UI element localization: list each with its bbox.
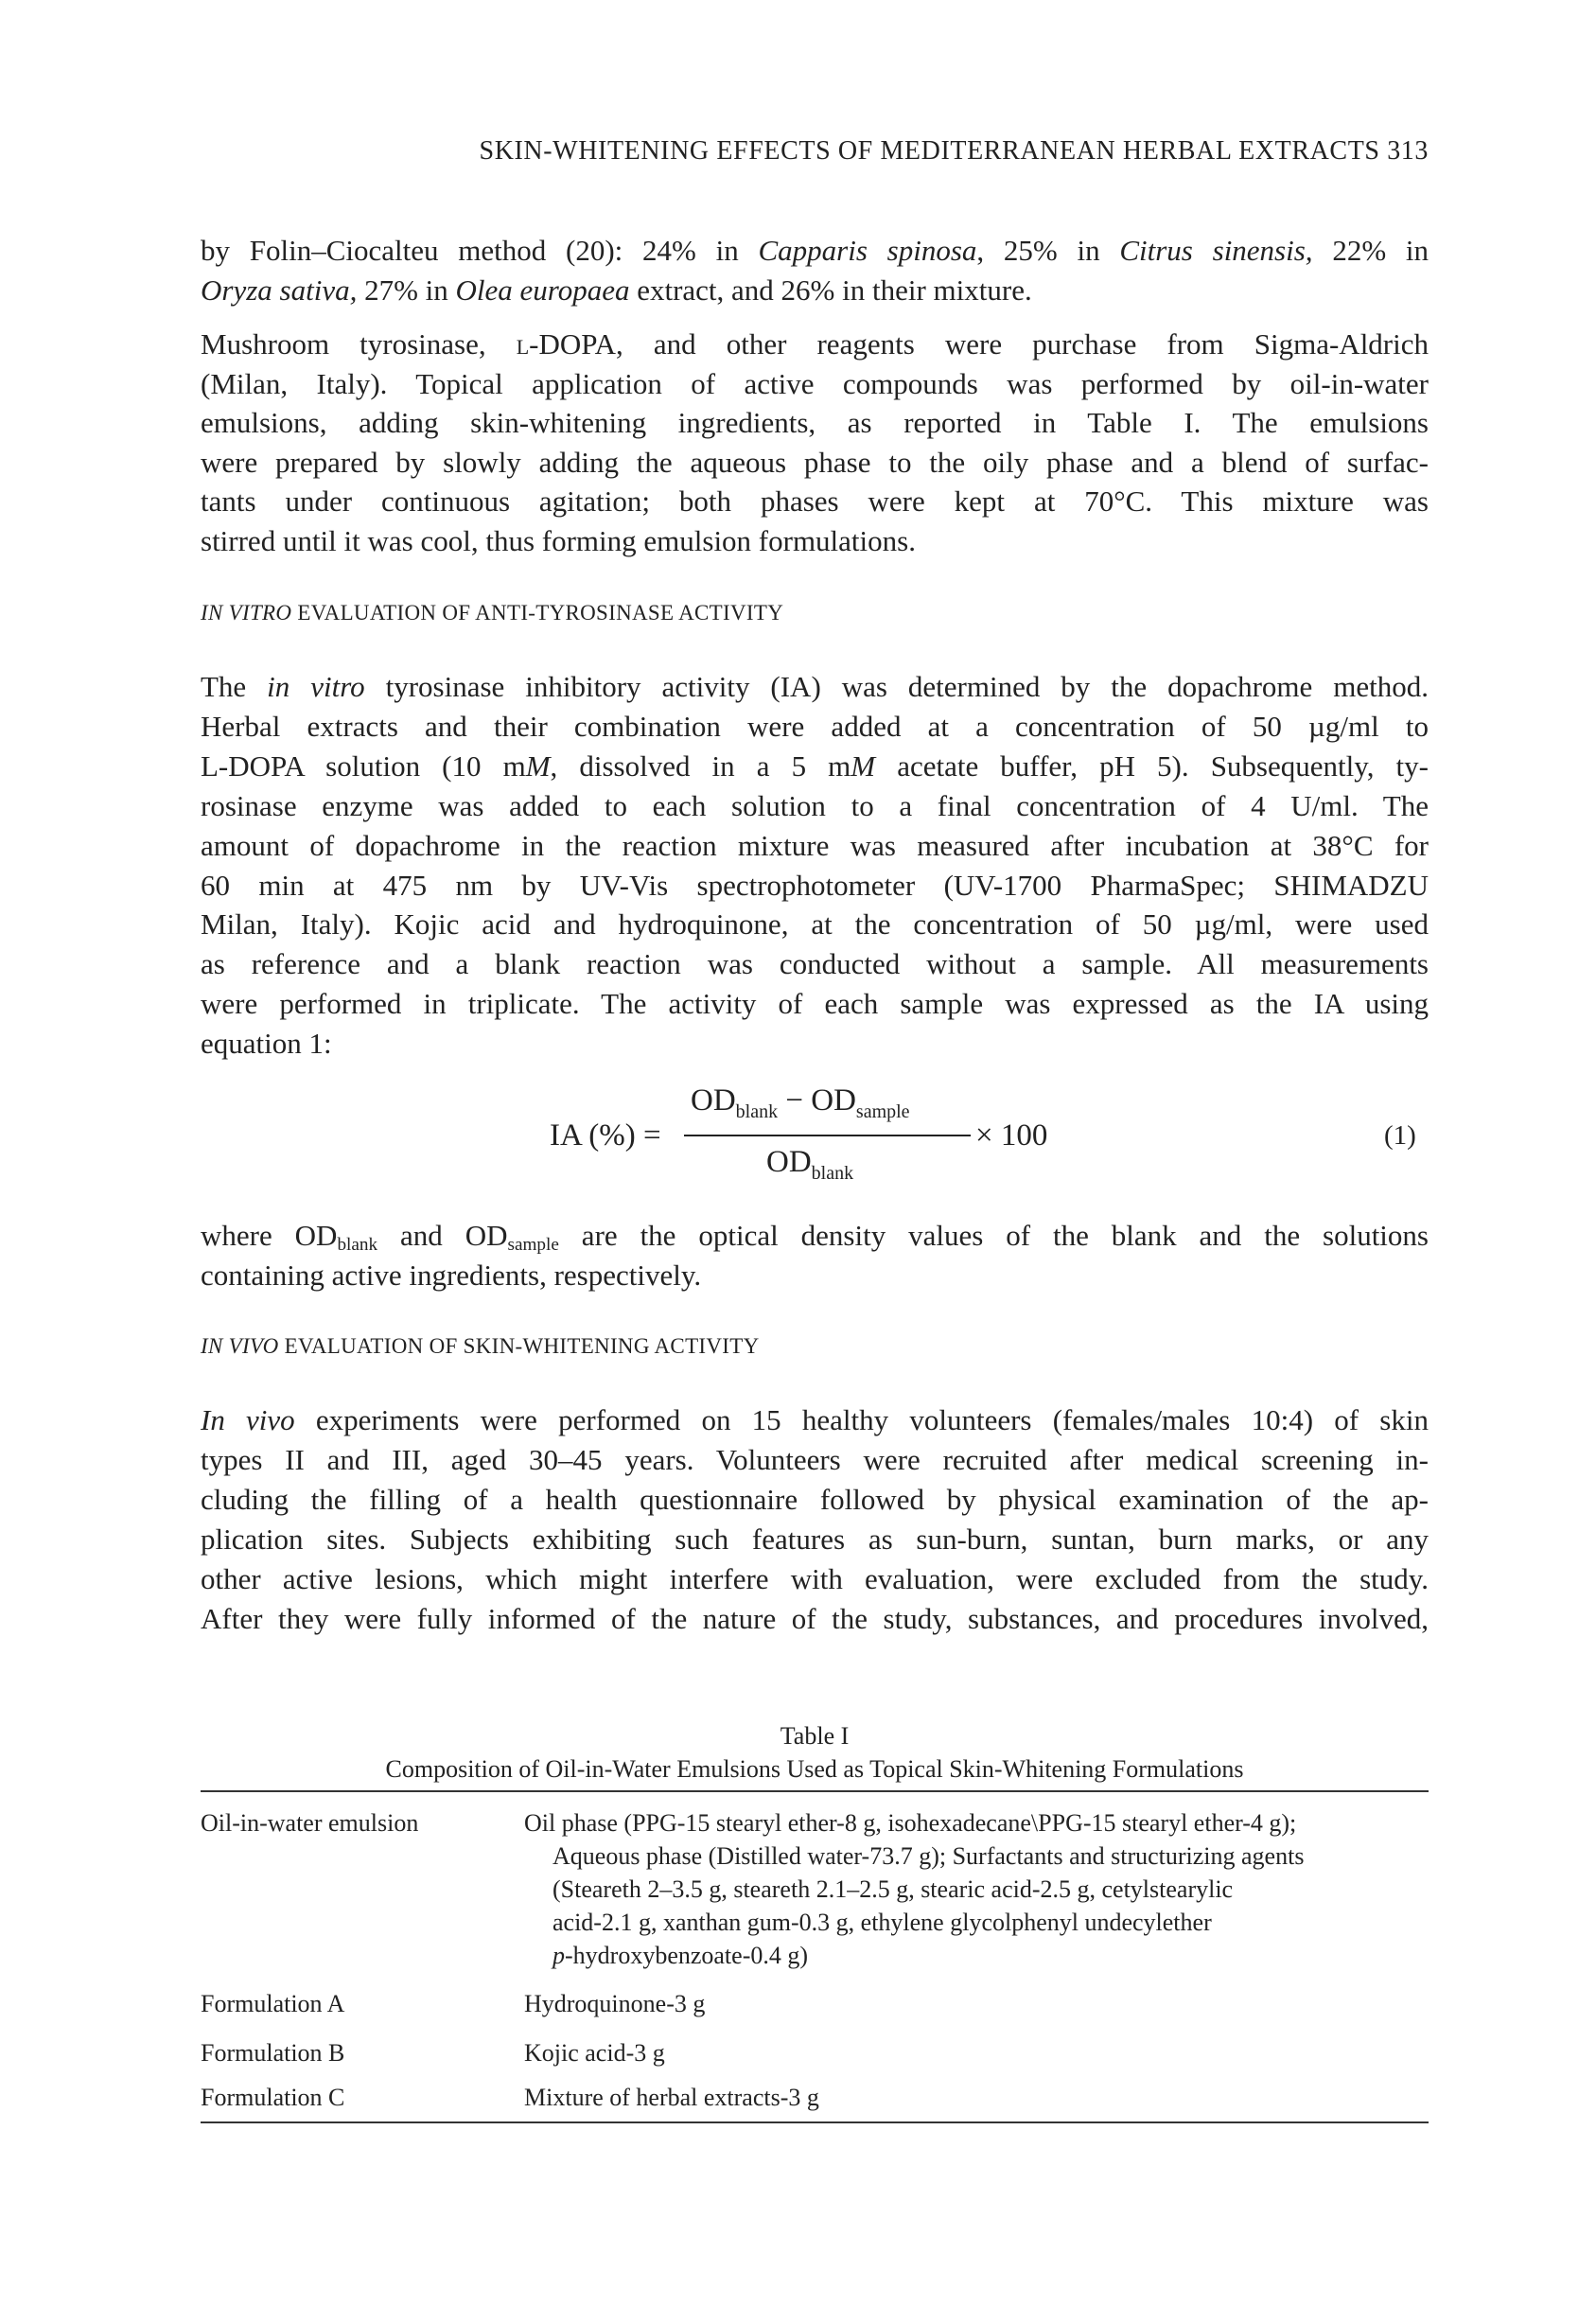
paragraph-line <box>201 1256 1429 1295</box>
sub-sample: sample <box>855 1101 910 1122</box>
paragraph-line <box>201 984 1429 1024</box>
paragraph-line <box>201 1559 1429 1599</box>
text-run: were performed in triplicate. The activity of each sample was expressed as the IA using <box>201 987 1429 1021</box>
table-row-value <box>524 2037 665 2069</box>
text-run: acetate buffer, pH 5). Subsequently, ty- <box>875 748 1429 783</box>
text-run: -DOPA, and other reagents were purchase from Sigma-Aldrich <box>529 327 1429 361</box>
text-run: The <box>201 670 268 703</box>
text-run: Herbal extracts and their combination were added at a concentration of 50 µg/ml to <box>201 709 1429 743</box>
table-row-value <box>524 1807 1296 1840</box>
text-run: 27% in <box>357 273 456 307</box>
paragraph-line <box>201 1400 1429 1440</box>
text-run: Mixture of herbal extracts-3 g <box>524 2084 819 2111</box>
text-run: where OD <box>201 1219 338 1252</box>
paragraph-line <box>201 443 1429 483</box>
table-row-label: Formulation C <box>201 2084 345 2111</box>
section-heading-in-vitro <box>201 599 783 627</box>
text-run: as reference and a blank reaction was conducted without a sample. All measurements <box>201 947 1429 981</box>
text-run: Hydroquinone-3 g <box>524 1990 706 2017</box>
section-heading-in-vivo <box>201 1332 760 1361</box>
text-run: extract, and 26% in their mixture. <box>629 273 1032 307</box>
text-run: Kojic acid-3 g <box>524 2039 665 2067</box>
text-run: stirred until it was cool, thus forming emulsion formulations. <box>201 524 916 557</box>
text-run: (Milan, Italy). Topical application of active compounds was performed by oil-in-water <box>201 366 1429 400</box>
text-run: Milan, Italy). Kojic acid and hydroquinone, at the concentration of 50 µg/ml, were used <box>201 907 1429 942</box>
text-run: l <box>516 327 530 361</box>
text-run: , 25% in <box>976 234 1120 267</box>
text-run: experiments were performed on 15 healthy volunteers (females/males 10:4) of skin <box>294 1403 1429 1436</box>
equation-numerator <box>691 1082 910 1131</box>
paragraph-line <box>201 786 1429 826</box>
paragraph-line <box>201 521 1429 561</box>
equation-denominator <box>766 1143 853 1192</box>
table-row-label: Formulation B <box>201 2039 345 2067</box>
text-run: equation 1: <box>201 1027 332 1061</box>
table-row-value <box>552 1907 1212 1939</box>
sub-blank: blank <box>735 1101 779 1122</box>
section-heading-text: EVALUATION OF SKIN-WHITENING ACTIVITY <box>278 1334 760 1358</box>
section-heading-text: EVALUATION OF ANTI-TYROSINASE ACTIVITY <box>291 601 784 625</box>
text-run: 22% in <box>1312 234 1429 267</box>
text-run: acid-2.1 g, xanthan gum-0.3 g, ethylene glycolphenyl undecylether <box>552 1909 1212 1936</box>
table-row-value <box>524 2082 819 2114</box>
paragraph-line <box>201 364 1429 404</box>
equation-times-100: × 100 <box>975 1118 1048 1153</box>
od-text: OD <box>691 1083 736 1118</box>
running-title: SKIN-WHITENING EFFECTS OF MEDITERRANEAN HERBAL EXTRACTS <box>479 136 1380 166</box>
paragraph-line <box>201 1520 1429 1559</box>
paragraph-line <box>201 403 1429 443</box>
table-row-value <box>552 1940 808 1972</box>
paragraph-line <box>201 1440 1429 1480</box>
text-run: Oryza sativa, <box>201 273 358 307</box>
paragraph-line <box>201 231 1429 271</box>
text-run: and OD <box>377 1219 508 1252</box>
text-run: cluding the filling of a health questionnaire followed by physical examination of the ap- <box>201 1482 1429 1516</box>
text-run: rosinase enzyme was added to each solution to a final concentration of 4 U/ml. The <box>201 788 1429 822</box>
text-run: other active lesions, which might interfere with evaluation, were excluded from the study. <box>201 1561 1429 1595</box>
text-run: M <box>525 748 551 783</box>
text-run: tyrosinase inhibitory activity (IA) was determined by the dopachrome method. <box>364 670 1429 703</box>
od-text: OD <box>766 1145 812 1179</box>
table-row-label: Oil-in-water emulsion <box>201 1809 419 1837</box>
table-row-value <box>552 1874 1233 1906</box>
text-run: blank <box>337 1234 378 1255</box>
equation-number: (1) <box>1384 1120 1416 1151</box>
sub-blank: blank <box>811 1163 854 1184</box>
paragraph-line <box>201 325 1429 364</box>
text-run: Mushroom tyrosinase, <box>201 327 517 361</box>
text-run: M <box>851 748 876 783</box>
equation-lhs: IA (%) = <box>550 1118 661 1153</box>
text-run: , dissolved in a 5 m <box>550 748 851 783</box>
text-run: containing active ingredients, respectively. <box>201 1259 702 1292</box>
page-number: 313 <box>1387 136 1429 166</box>
text-run: p <box>552 1942 565 1969</box>
paragraph-line <box>201 707 1429 747</box>
minus-sign: − <box>778 1083 812 1118</box>
fraction-bar <box>684 1135 971 1136</box>
paragraph-line <box>201 944 1429 984</box>
text-run: sample <box>507 1234 559 1255</box>
paragraph-line <box>201 667 1429 707</box>
text-run: emulsions, adding skin-whitening ingredients, as reported in Table I. The emulsions <box>201 406 1429 440</box>
paragraph-line <box>201 747 1429 786</box>
text-run: plication sites. Subjects exhibiting such features as sun-burn, suntan, burn marks, or any <box>201 1522 1429 1556</box>
paragraph-line <box>201 905 1429 944</box>
text-run: are the optical density values of the blank and the solutions <box>558 1219 1429 1252</box>
od-text: OD <box>811 1083 856 1118</box>
paragraph-line <box>201 1599 1429 1639</box>
text-run: -hydroxybenzoate-0.4 g) <box>565 1942 809 1969</box>
paragraph-line <box>201 1024 1429 1064</box>
table-row-label: Formulation A <box>201 1990 345 2017</box>
text-run: Aqueous phase (Distilled water-73.7 g); Surfactants and structurizing agents <box>552 1842 1305 1870</box>
text-run: After they were fully informed of the nature of the study, substances, and procedures involved, <box>201 1601 1429 1635</box>
table-title: Table I <box>780 1722 850 1750</box>
text-run: In vivo <box>201 1403 295 1436</box>
text-run: by Folin–Ciocalteu method (20): 24% in <box>201 234 759 267</box>
section-heading-italic: IN VIVO <box>201 1334 279 1358</box>
paragraph-line <box>201 866 1429 906</box>
table-caption: Composition of Oil-in-Water Emulsions Used as Topical Skin-Whitening Formulations <box>385 1755 1244 1783</box>
paragraph-line <box>201 1480 1429 1520</box>
table-row-value <box>552 1840 1304 1873</box>
text-run: (Steareth 2–3.5 g, steareth 2.1–2.5 g, stearic acid-2.5 g, cetylstearylic <box>552 1875 1234 1903</box>
section-heading-italic: IN VITRO <box>201 601 292 625</box>
text-run: were prepared by slowly adding the aqueous phase to the oily phase and a blend of surfac- <box>201 445 1429 479</box>
text-run: 60 min at 475 nm by UV-Vis spectrophotometer (UV-1700 PharmaSpec; SHIMADZU <box>201 868 1429 902</box>
text-run: types II and III, aged 30–45 years. Volunteers were recruited after medical screening in- <box>201 1442 1429 1476</box>
text-run: Capparis spinosa <box>758 234 977 267</box>
paragraph-line <box>201 826 1429 866</box>
text-run: in vitro <box>267 670 365 703</box>
table-top-rule <box>201 1790 1429 1792</box>
text-run: amount of dopachrome in the reaction mixture was measured after incubation at 38°C for <box>201 828 1429 862</box>
table-bottom-rule <box>201 2121 1429 2123</box>
text-run: Olea europaea <box>455 273 630 307</box>
text-run: Citrus sinensis, <box>1119 234 1313 267</box>
running-header <box>201 132 1429 170</box>
paragraph-line <box>201 271 1429 310</box>
text-run: tants under continuous agitation; both phases were kept at 70°C. This mixture was <box>201 484 1429 519</box>
paragraph-line <box>201 482 1429 521</box>
table-row-value <box>524 1988 705 2020</box>
paragraph-line <box>201 1216 1429 1256</box>
text-run: Oil phase (PPG-15 stearyl ether-8 g, isohexadecane\PPG-15 stearyl ether-4 g); <box>524 1809 1297 1837</box>
text-run: L-DOPA solution (10 m <box>201 748 526 783</box>
